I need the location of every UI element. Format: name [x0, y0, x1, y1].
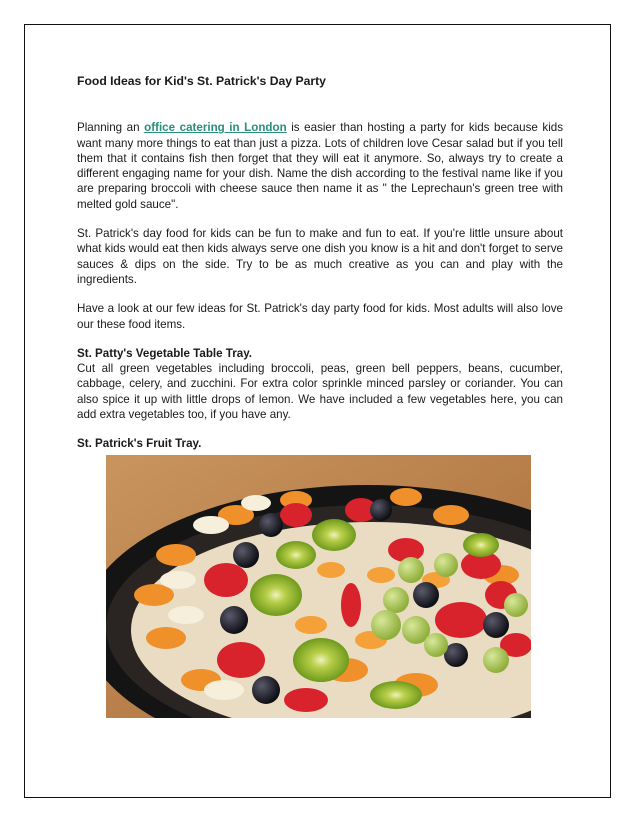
intro-text-after: is easier than hosting a party for kids because kids want many more things to eat than just a pizza. Lots of children love Cesar salad but if you tell them that it contains fish then forget that they will eat it anymore. So, always try to create a different engaging name for your dish. Name the dish according to the festival name like if you are preparing broccoli with cheese sauce then name it as " the Leprechaun's green tree with melted gold sauce". [77, 121, 564, 211]
vegetable-tray-heading: St. Patty's Vegetable Table Tray. [77, 346, 253, 360]
paragraph-2: St. Patrick's day food for kids can be fun to make and fun to eat. If you're little unsure about what kids would eat then kids always serve one dish you know is a hit and don't forget to serve sauces & dips on the side. Try to be as much creative as you can and play with the ingredients. [77, 227, 563, 286]
vegetable-tray-body: Cut all green vegetables including broccoli, peas, green bell peppers, beans, cucumber, cabbage, celery, and zucchini. For extra color sprinkle minced parsley or coriander. You can also spice it up with little drops of lemon. We have included a few vegetables here, you can add extra vegetables too, if you have any. [77, 362, 563, 422]
document-body [77, 74, 563, 466]
fruit-tray-photo [106, 455, 531, 718]
page-title: Food Ideas for Kid's St. Patrick's Day Party [77, 74, 326, 88]
fruit-tray-section [77, 436, 563, 451]
office-catering-link[interactable]: office catering in London [144, 121, 287, 135]
intro-text-before: Planning an [77, 121, 145, 135]
intro-paragraph [77, 120, 563, 212]
fruit-tray-heading: St. Patrick's Fruit Tray. [77, 437, 202, 451]
vegetable-tray-section [77, 346, 563, 422]
paragraph-3: Have a look at our few ideas for St. Patrick's day party food for kids. Most adults will also love our these food items. [77, 302, 563, 331]
